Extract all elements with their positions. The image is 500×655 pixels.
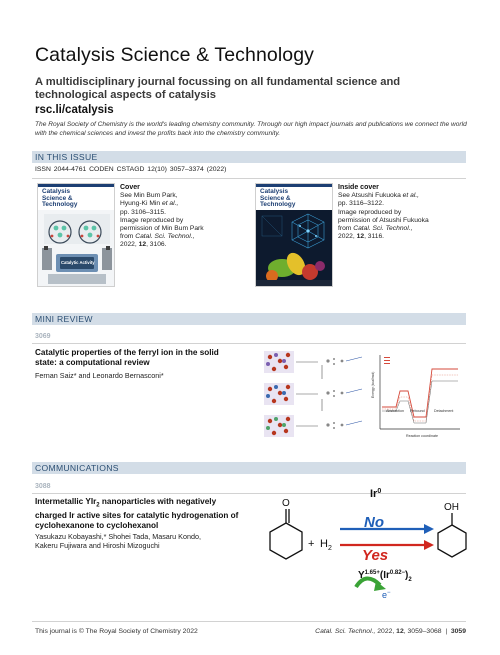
mini-review-title-line2: state: a computational review: [35, 358, 150, 367]
footer-journal: Catal. Sci. Technol.,: [315, 628, 376, 635]
journal-title: Catalysis Science & Technology: [35, 44, 315, 66]
stage-abstraction: Abstraction: [386, 409, 404, 413]
cover-label: Cover: [120, 184, 140, 191]
mini-review-title-line1: Catalytic properties of the ferryl ion in the solid: [35, 348, 219, 357]
cyclohexanol-structure: [438, 513, 466, 557]
footer-divider: [32, 621, 466, 622]
red-arrow-head: [424, 540, 434, 550]
cover-line-4: Image reproduced by: [120, 216, 184, 224]
footer-citation: [315, 628, 466, 635]
mini-review-heading: MINI REVIEW: [35, 314, 93, 324]
inside-cover-line-7: [338, 233, 438, 241]
inside-cover-journal-abbr: Catal. Sci. Technol.,: [351, 225, 413, 233]
communications-authors-line2: Kakeru Fujiwara and Hiroshi Mizoguchi: [35, 541, 160, 550]
footer-pages: , 3059–3068: [403, 628, 442, 635]
h2-label: [320, 538, 332, 552]
inside-cover-line-1: [338, 192, 438, 200]
inside-cover-top-stripe: [256, 184, 333, 187]
cover-top-stripe: [38, 184, 115, 187]
cover-caption: Catalytic Activity: [61, 260, 95, 265]
title-part-a: Intermetallic YIr: [35, 497, 97, 506]
inside-cover-volume: 12: [356, 233, 365, 241]
footer-year: 2022,: [375, 628, 397, 635]
stage-detachment: Detachment: [434, 409, 454, 413]
cover-masthead: [42, 189, 77, 209]
title-subscript: 2: [96, 502, 100, 509]
ir-superscript: 0.82−: [389, 570, 406, 576]
divider: [32, 178, 466, 179]
inside-cover-page: , 3116.: [364, 233, 385, 241]
communications-heading: COMMUNICATIONS: [35, 463, 119, 473]
ir0-superscript: 0: [377, 488, 382, 495]
inside-cover-artwork-illustration: [256, 210, 333, 287]
electron-e: e: [382, 590, 388, 600]
y-superscript: 1.65+: [364, 570, 380, 576]
carbonyl-o: O: [282, 498, 290, 509]
mini-review-title-link[interactable]: [35, 348, 265, 368]
divider: [32, 343, 466, 344]
h2-h: H: [320, 538, 328, 550]
inside-cover-line-6: [338, 225, 438, 233]
inside-cover-year: 2022,: [338, 233, 355, 241]
h2-subscript: 2: [327, 545, 332, 552]
blue-arrow-head: [424, 524, 434, 534]
energy-xlabel: Reaction coordinate: [406, 434, 438, 438]
cover-line-7: [120, 241, 220, 249]
mini-review-band: [32, 313, 466, 325]
cover-line-1: See Min Bum Park,: [120, 192, 178, 200]
cover-masthead-line3: Technology: [42, 201, 78, 209]
cover-page: , 3106.: [146, 241, 167, 249]
communications-title-link[interactable]: [35, 497, 275, 531]
inside-cover-line-5: permission of Atsushi Fukuoka: [338, 216, 429, 224]
cover-line-6: [120, 233, 220, 241]
cover-pages: pp. 3106–3115.: [120, 208, 166, 216]
in-this-issue-band: [32, 151, 466, 163]
ir-close: ): [405, 570, 409, 581]
cover-etal: et al.,: [160, 200, 179, 208]
hydroxyl-oh: OH: [444, 502, 459, 513]
cover-journal-abbr: Catal. Sci. Technol.,: [133, 233, 195, 241]
inside-cover-masthead-line1: Catalysis: [260, 188, 289, 195]
inside-cover-image[interactable]: [255, 183, 333, 287]
issn-line: ISSN 2044-4761 CODEN CSTAGD 12(10) 3057–3374 (2022): [35, 166, 227, 173]
inside-cover-from: from: [338, 225, 352, 233]
cover-from: from: [120, 233, 134, 241]
cover-artwork-illustration: [38, 210, 115, 287]
energy-ylabel: Energy (kcal/mol): [371, 371, 375, 398]
communications-title-line1: [35, 497, 275, 511]
cover-author: Hyung-Ki Min: [120, 200, 161, 208]
inside-cover-pages: pp. 3116–3122.: [338, 200, 384, 208]
electron-superscript: −: [387, 590, 391, 596]
communications-page-number: 3088: [35, 483, 51, 490]
inside-cover-etal: et al.,: [400, 192, 420, 200]
title-part-b: nanoparticles with negatively: [99, 497, 217, 506]
y-text: Y: [358, 570, 365, 581]
cover-line-2: [120, 200, 220, 208]
inside-cover-masthead-line2: Science &: [260, 194, 291, 202]
inside-cover-description: [338, 184, 438, 241]
communications-authors: [35, 532, 201, 550]
crystal-structure-1: [264, 351, 294, 373]
cover-masthead-line1: Catalysis: [42, 188, 71, 195]
cyclohexanone-structure: [270, 509, 302, 559]
journal-url-link[interactable]: rsc.li/catalysis: [35, 104, 114, 116]
ir-subscript: 2: [408, 577, 412, 583]
plus-sign: +: [308, 538, 315, 550]
mini-review-energy-profile: [370, 351, 462, 441]
yir2-label: [358, 570, 412, 583]
cover-masthead-line2: Science &: [42, 194, 73, 202]
mini-review-authors: Fernan Saiz* and Leonardo Bernasconi*: [35, 371, 164, 380]
footer-separator: |: [441, 628, 451, 635]
inside-cover-author: See Atsushi Fukuoka: [338, 192, 401, 200]
cover-volume: 12: [138, 241, 147, 249]
cover-line-5: permission of Min Bum Park: [120, 225, 204, 233]
electron-label: [382, 590, 391, 600]
footer-volume: 12: [396, 628, 404, 635]
mini-review-molecular-structures: [262, 349, 368, 441]
inside-cover-masthead: [260, 189, 295, 209]
journal-blurb: The Royal Society of Chemistry is the world's leading chemistry community. Through our high impact journals and publications we connect the world with the chemical sciences and invest the profits back into the chemistry community.: [35, 121, 467, 137]
communications-band: [32, 462, 466, 474]
communications-title-line2: charged Ir active sites for catalytic hydrogenation of: [35, 510, 239, 520]
ir0-text: Ir: [370, 488, 378, 500]
yes-label: Yes: [362, 547, 389, 564]
footer-page-number: 3059: [450, 628, 466, 635]
inside-cover-masthead-line3: Technology: [260, 201, 296, 209]
in-this-issue-heading: IN THIS ISSUE: [35, 152, 98, 162]
ir0-label: [370, 488, 381, 500]
mini-review-page-number: 3069: [35, 333, 51, 340]
communications-title-line3: cyclohexanone to cyclohexanol: [35, 520, 159, 530]
communications-authors-line1: Yasukazu Kobayashi,* Shohei Tada, Masaru Kondo,: [35, 532, 201, 541]
cover-image[interactable]: [37, 183, 115, 287]
crystal-structure-3: [264, 415, 294, 437]
no-label: No: [364, 514, 384, 531]
ir-text: (Ir: [379, 570, 390, 581]
hydrogenation-scheme: [258, 485, 468, 603]
footer-copyright: This journal is © The Royal Society of Chemistry 2022: [35, 628, 198, 635]
inside-cover-label: Inside cover: [338, 184, 379, 191]
cover-description: [120, 184, 220, 250]
journal-subtitle: A multidisciplinary journal focussing on all fundamental science and technological aspects of catalysis: [35, 76, 401, 101]
cover-year: 2022,: [120, 241, 137, 249]
inside-cover-line-4: Image reproduced by: [338, 208, 402, 216]
crystal-structure-2: [264, 383, 294, 405]
stage-rebound: Rebound: [410, 409, 425, 413]
